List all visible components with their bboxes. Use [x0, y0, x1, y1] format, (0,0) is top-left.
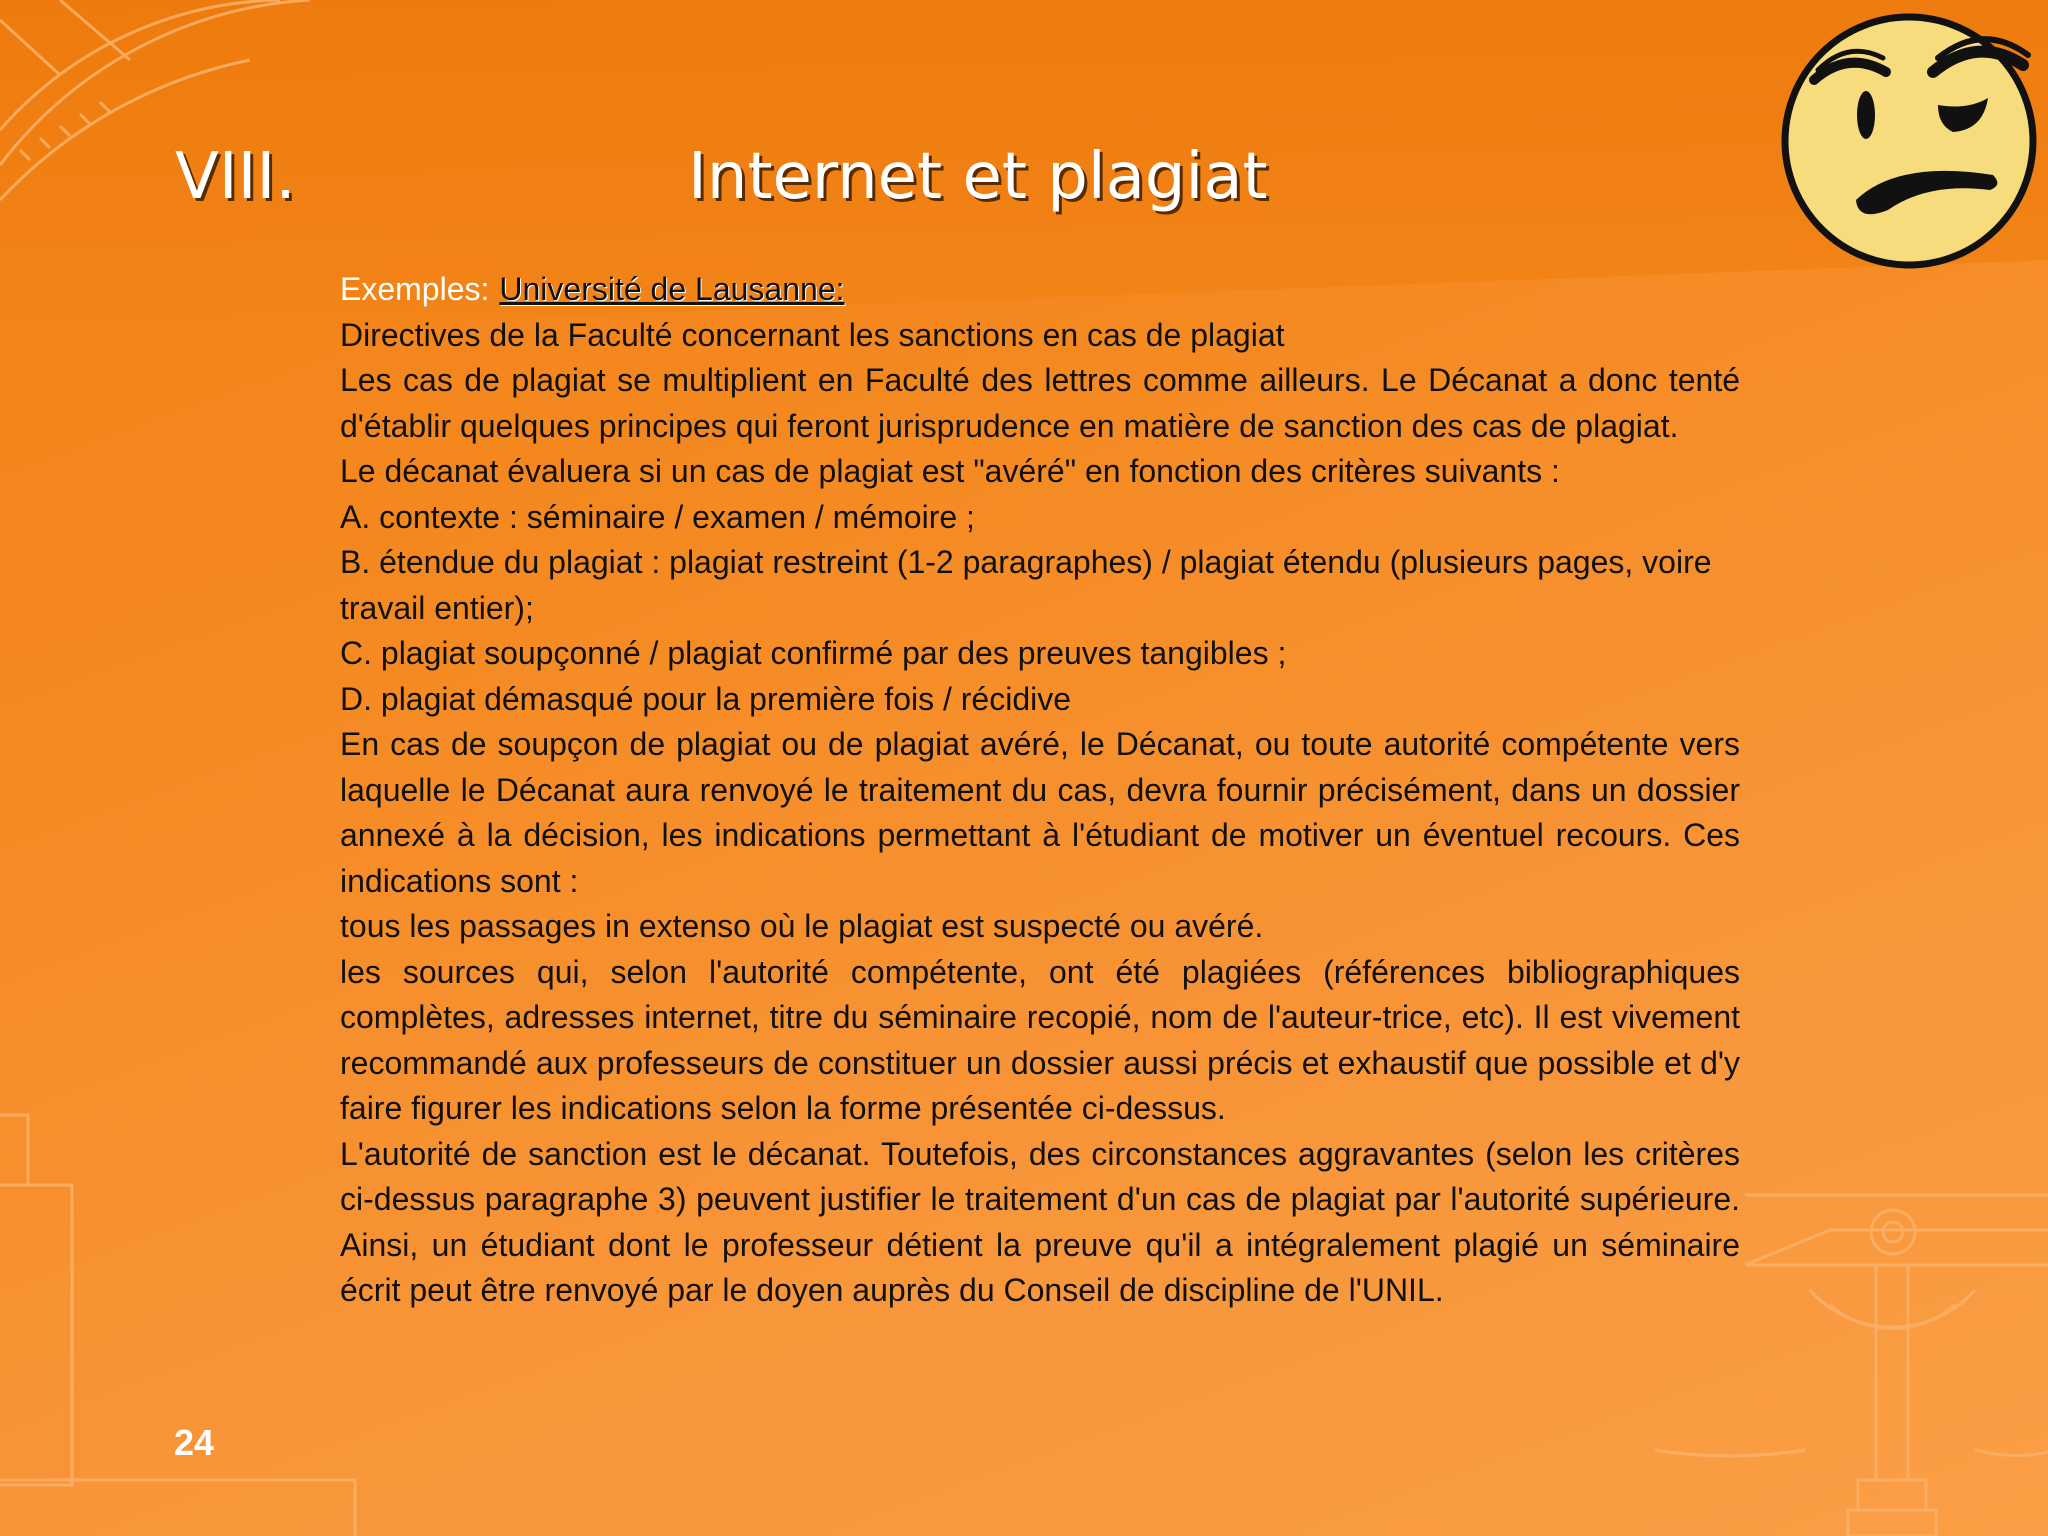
paragraph: Le décanat évaluera si un cas de plagiat est "avéré" en fonction des critères suivants : [340, 453, 1560, 489]
angry-face-icon [1778, 10, 2040, 272]
example-label: Exemples: [340, 271, 490, 307]
body-text [340, 267, 1740, 1314]
page-number: 24 [174, 1422, 215, 1463]
title-number: VIII. [175, 140, 296, 214]
example-line [340, 267, 1740, 313]
example-source-link[interactable]: Université de Lausanne: [499, 271, 845, 307]
paragraph: En cas de soupçon de plagiat ou de plagiat avéré, le Décanat, ou toute autorité compétente vers laquelle le Décanat aura renvoyé le traitement du cas, devra fournir précisément, dans un dossier annexé à la décision, les indications permettant à l'étudiant de motiver un éventuel recours. Ces indications sont : [340, 726, 1740, 899]
paragraph: tous les passages in extenso où le plagiat est suspecté ou avéré. [340, 908, 1264, 944]
criterion-item: B. étendue du plagiat : plagiat restreint (1-2 paragraphes) / plagiat étendu (plusieurs pages, voire travail entier); [340, 544, 1712, 626]
paragraph: Les cas de plagiat se multiplient en Faculté des lettres comme ailleurs. Le Décanat a donc tenté d'établir quelques principes qui feront jurisprudence en matière de sanction des cas de plagiat. [340, 362, 1740, 444]
criterion-item: D. plagiat démasqué pour la première fois / récidive [340, 680, 1072, 717]
paragraph: les sources qui, selon l'autorité compétente, ont été plagiées (références bibliographiques complètes, adresses internet, titre du séminaire recopié, nom de l'auteur-trice, etc). Il est vivement recommandé aux professeurs de constituer un dossier aussi précis et exhaustif que possible et d'y faire figurer les indications selon la forme présentée ci-dessus. [340, 953, 1740, 1126]
slide-title: Internet et plagiat [688, 140, 1268, 214]
criterion-item: A. contexte : séminaire / examen / mémoire ; [340, 498, 975, 535]
paragraph: Directives de la Faculté concernant les sanctions en cas de plagiat [340, 316, 1285, 353]
criterion-item: C. plagiat soupçonné / plagiat confirmé par des preuves tangibles ; [340, 635, 1287, 671]
paragraph: L'autorité de sanction est le décanat. Toutefois, des circonstances aggravantes (selon les critères ci-dessus paragraphe 3) peuvent justifier le traitement d'un cas de plagiat par l'autorité supérieure. Ainsi, un étudiant dont le professeur détient la preuve qu'il a intégralement plagié un séminaire écrit peut être renvoyé par le doyen auprès du Conseil de discipline de l'UNIL. [340, 1135, 1740, 1308]
